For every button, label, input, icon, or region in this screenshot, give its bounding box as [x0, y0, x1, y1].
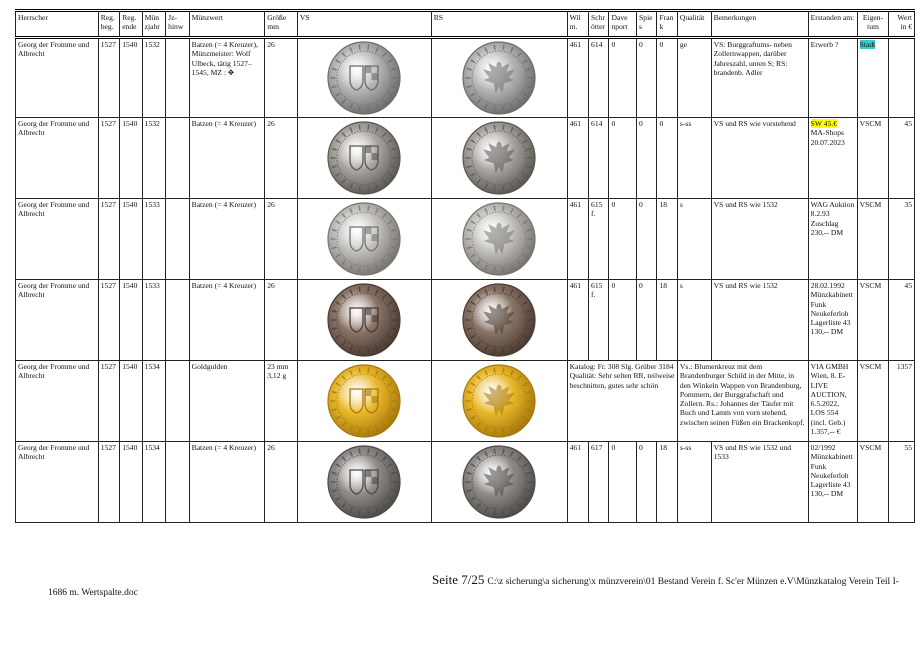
cell-wil: 461 [567, 118, 588, 199]
cell-davenport: 0 [609, 38, 637, 118]
silver-reverse-eagle-coin [461, 201, 537, 277]
cell-wil: 461 [567, 442, 588, 523]
cell-spies: 0 [637, 38, 657, 118]
cell-frank: 18 [657, 199, 677, 280]
silver-reverse-eagle-coin [461, 120, 537, 196]
cell-wert: 45 [889, 118, 915, 199]
cell-wil: 461 [567, 38, 588, 118]
cell-frank: 18 [657, 280, 677, 361]
cell-schr: 615 f. [589, 199, 609, 280]
cell-munzjahr: 1533 [142, 280, 165, 361]
cell-davenport: 0 [609, 280, 637, 361]
page-number: Seite 7/25 [432, 572, 485, 587]
page-footer [432, 572, 899, 588]
cell-eigentum [857, 38, 889, 118]
header-munzwert: Münzwert [189, 11, 265, 38]
cell-frank: 0 [657, 38, 677, 118]
cell-wert: 35 [889, 199, 915, 280]
dark-obverse-coin [326, 282, 402, 358]
cell-munzwert: Batzen (= 4 Kreuzer), Münzmeister: Wolf Ulbeck, tätig 1527–1545, MZ : ✥ [189, 38, 265, 118]
cell-jz-hinw [166, 280, 189, 361]
cell-herrscher: Georg der Fromme und Albrecht [16, 361, 99, 442]
header-wil: Wil m. [567, 11, 588, 38]
cell-qualitat: s [677, 199, 711, 280]
cell-vs [297, 199, 431, 280]
cell-eigentum: VSCM [857, 361, 889, 442]
silver-reverse-eagle-coin [461, 444, 537, 520]
cell-wert: 45 [889, 280, 915, 361]
table-row [16, 361, 915, 442]
cell-schr: 617 [589, 442, 609, 523]
cell-grosse: 23 mm 3,12 g [265, 361, 298, 442]
cell-reg-ende: 1540 [120, 118, 142, 199]
cell-munzwert: Batzen (= 4 Kreuzer) [189, 199, 265, 280]
cell-bemerkungen: VS und RS wie 1532 [711, 199, 808, 280]
cell-herrscher: Georg der Fromme und Albrecht [16, 199, 99, 280]
header-munzjahr: Mün zjahr [142, 11, 165, 38]
table-row [16, 442, 915, 523]
cell-erstanden: 02/1992 Münzkabinett Funk Neukeferloh Lagerliste 43 130,-- DM [808, 442, 857, 523]
cell-munzjahr: 1534 [142, 361, 165, 442]
cell-munzjahr: 1533 [142, 199, 165, 280]
header-schr: Schr ötter [589, 11, 609, 38]
gold-obverse-coin [326, 363, 402, 439]
cell-spies: 0 [637, 199, 657, 280]
cell-erstanden: Erwerb ? [808, 38, 857, 118]
cell-schr: 614 [589, 38, 609, 118]
header-vs: VS [297, 11, 431, 38]
cell-reg-ende: 1540 [120, 361, 142, 442]
cell-vs [297, 280, 431, 361]
cell-vs [297, 361, 431, 442]
header-rs: RS [431, 11, 567, 38]
cell-erstanden: VIA GMBH Wien, 8. E-LIVE AUCTION, 6.5.2022, LOS 554 (incl. Geb.) 1.357,-- € [808, 361, 857, 442]
header-bemerkungen: Bemerkungen [711, 11, 808, 38]
cell-rs [431, 442, 567, 523]
cell-munzwert: Batzen (= 4 Kreuzer) [189, 442, 265, 523]
coin-catalog-table [15, 9, 915, 523]
cell-wil: 461 [567, 280, 588, 361]
cell-bemerkungen: VS und RS wie 1532 und 1533 [711, 442, 808, 523]
dark-reverse-eagle-coin [461, 282, 537, 358]
cell-spies: 0 [637, 442, 657, 523]
cell-jz-hinw [166, 442, 189, 523]
cell-jz-hinw [166, 38, 189, 118]
cell-herrscher: Georg der Fromme und Albrecht [16, 280, 99, 361]
header-davenport: Dave nport [609, 11, 637, 38]
header-reg-ende: Reg. ende [120, 11, 142, 38]
table-row [16, 280, 915, 361]
silver-reverse-eagle-coin [461, 40, 537, 116]
cell-rs [431, 118, 567, 199]
cell-jz-hinw [166, 199, 189, 280]
gold-reverse-coin [461, 363, 537, 439]
cell-wert: 55 [889, 442, 915, 523]
cell-munzjahr: 1532 [142, 118, 165, 199]
silver-obverse-coin [326, 40, 402, 116]
owner-badge: Stadt [859, 40, 876, 49]
cell-qualitat: s [677, 280, 711, 361]
cell-jz-hinw [166, 118, 189, 199]
table-header-row [16, 11, 915, 38]
cell-erstanden [808, 118, 857, 199]
cell-reg-ende: 1540 [120, 38, 142, 118]
table-row [16, 199, 915, 280]
cell-reg-beg: 1527 [98, 442, 119, 523]
cell-vs [297, 118, 431, 199]
header-eigentum: Eigen-tum [857, 11, 889, 38]
cell-reg-ende: 1540 [120, 280, 142, 361]
cell-munzwert: Batzen (= 4 Kreuzer) [189, 280, 265, 361]
header-spies: Spie s [637, 11, 657, 38]
cell-qualitat: s-ss [677, 442, 711, 523]
cell-grosse: 26 [265, 118, 298, 199]
cell-munzwert: Goldgulden [189, 361, 265, 442]
table-row [16, 118, 915, 199]
cell-schr: 614 [589, 118, 609, 199]
cell-reg-ende: 1540 [120, 442, 142, 523]
cell-davenport: 0 [609, 199, 637, 280]
cell-wil: 461 [567, 199, 588, 280]
cell-frank: 18 [657, 442, 677, 523]
header-grosse: Größe mm [265, 11, 298, 38]
cell-munzjahr: 1534 [142, 442, 165, 523]
price-highlight: SW 45.€ [810, 119, 838, 128]
cell-munzwert: Batzen (= 4 Kreuzer) [189, 118, 265, 199]
cell-erstanden: WAG Auktion 8.2.93 Zuschlag 230,-- DM [808, 199, 857, 280]
header-frank: Fran k [657, 11, 677, 38]
cell-munzjahr: 1532 [142, 38, 165, 118]
cell-bemerkungen: Vs.: Blumenkreuz mit dem Brandenburger Schild in der Mitte, in den Winkeln Wappen von Brandenburg, Pommern, der Burggrafschaft und Zollern. Rs.: Johannes der Täufer mit Buch und Lamm von vorn stehend, zwischen seinen Füßen ein Brackenkopf. [677, 361, 808, 442]
table-row [16, 38, 915, 118]
cell-davenport: 0 [609, 442, 637, 523]
header-erstanden: Erstanden am: [808, 11, 857, 38]
cell-qualitat: ge [677, 38, 711, 118]
file-path-continued: 1686 m. Wertspalte.doc [48, 588, 138, 598]
cell-eigentum: VSCM [857, 118, 889, 199]
cell-rs [431, 361, 567, 442]
cell-qualitat: s-ss [677, 118, 711, 199]
cell-erstanden: 28.02.1992 Münzkabinett Funk Neukeferloh Lagerliste 43 130,-- DM [808, 280, 857, 361]
header-herrscher: Herrscher [16, 11, 99, 38]
cell-katalog: Katalog: Fr. 308 Slg. Grüber 3184 Qualität: Sehr selten RR, teilweise beschnitten, gutes sehr schön [567, 361, 677, 442]
cell-vs [297, 442, 431, 523]
silver-obverse-coin [326, 444, 402, 520]
purchase-source: MA-Shops 20.07.2023 [810, 128, 845, 147]
cell-rs [431, 199, 567, 280]
cell-eigentum: VSCM [857, 280, 889, 361]
cell-wert: 1357 [889, 361, 915, 442]
cell-eigentum: VSCM [857, 199, 889, 280]
cell-rs [431, 280, 567, 361]
silver-obverse-coin [326, 201, 402, 277]
cell-vs [297, 38, 431, 118]
cell-herrscher: Georg der Fromme und Albrecht [16, 442, 99, 523]
cell-grosse: 26 [265, 280, 298, 361]
header-jz-hinw: Jz-hinw [166, 11, 189, 38]
cell-jz-hinw [166, 361, 189, 442]
cell-eigentum: VSCM [857, 442, 889, 523]
header-reg-beg: Reg. beg. [98, 11, 119, 38]
cell-bemerkungen: VS und RS wie vorstehend [711, 118, 808, 199]
cell-grosse: 26 [265, 442, 298, 523]
cell-schr: 615 f. [589, 280, 609, 361]
cell-rs [431, 38, 567, 118]
cell-reg-beg: 1527 [98, 199, 119, 280]
cell-bemerkungen: VS: Burggraftums- neben Zollernwappen, darüber Jahreszahl, unten S; RS: brandenb. Adler [711, 38, 808, 118]
header-qualitat: Qualität [677, 11, 711, 38]
cell-reg-beg: 1527 [98, 280, 119, 361]
cell-reg-ende: 1540 [120, 199, 142, 280]
cell-reg-beg: 1527 [98, 38, 119, 118]
cell-herrscher: Georg der Fromme und Albrecht [16, 38, 99, 118]
cell-spies: 0 [637, 118, 657, 199]
cell-spies: 0 [637, 280, 657, 361]
cell-herrscher: Georg der Fromme und Albrecht [16, 118, 99, 199]
file-path: C:\z sicherung\a sicherung\x münzverein\01 Bestand Verein f. Sc'er Münzen e.V\Münzkatalog Verein Teil I- [487, 577, 899, 587]
cell-reg-beg: 1527 [98, 361, 119, 442]
cell-davenport: 0 [609, 118, 637, 199]
cell-grosse: 26 [265, 38, 298, 118]
cell-reg-beg: 1527 [98, 118, 119, 199]
cell-wert [889, 38, 915, 118]
header-wert: Wert in € [889, 11, 915, 38]
cell-grosse: 26 [265, 199, 298, 280]
cell-frank: 0 [657, 118, 677, 199]
cell-bemerkungen: VS und RS wie 1532 [711, 280, 808, 361]
silver-obverse-coin [326, 120, 402, 196]
